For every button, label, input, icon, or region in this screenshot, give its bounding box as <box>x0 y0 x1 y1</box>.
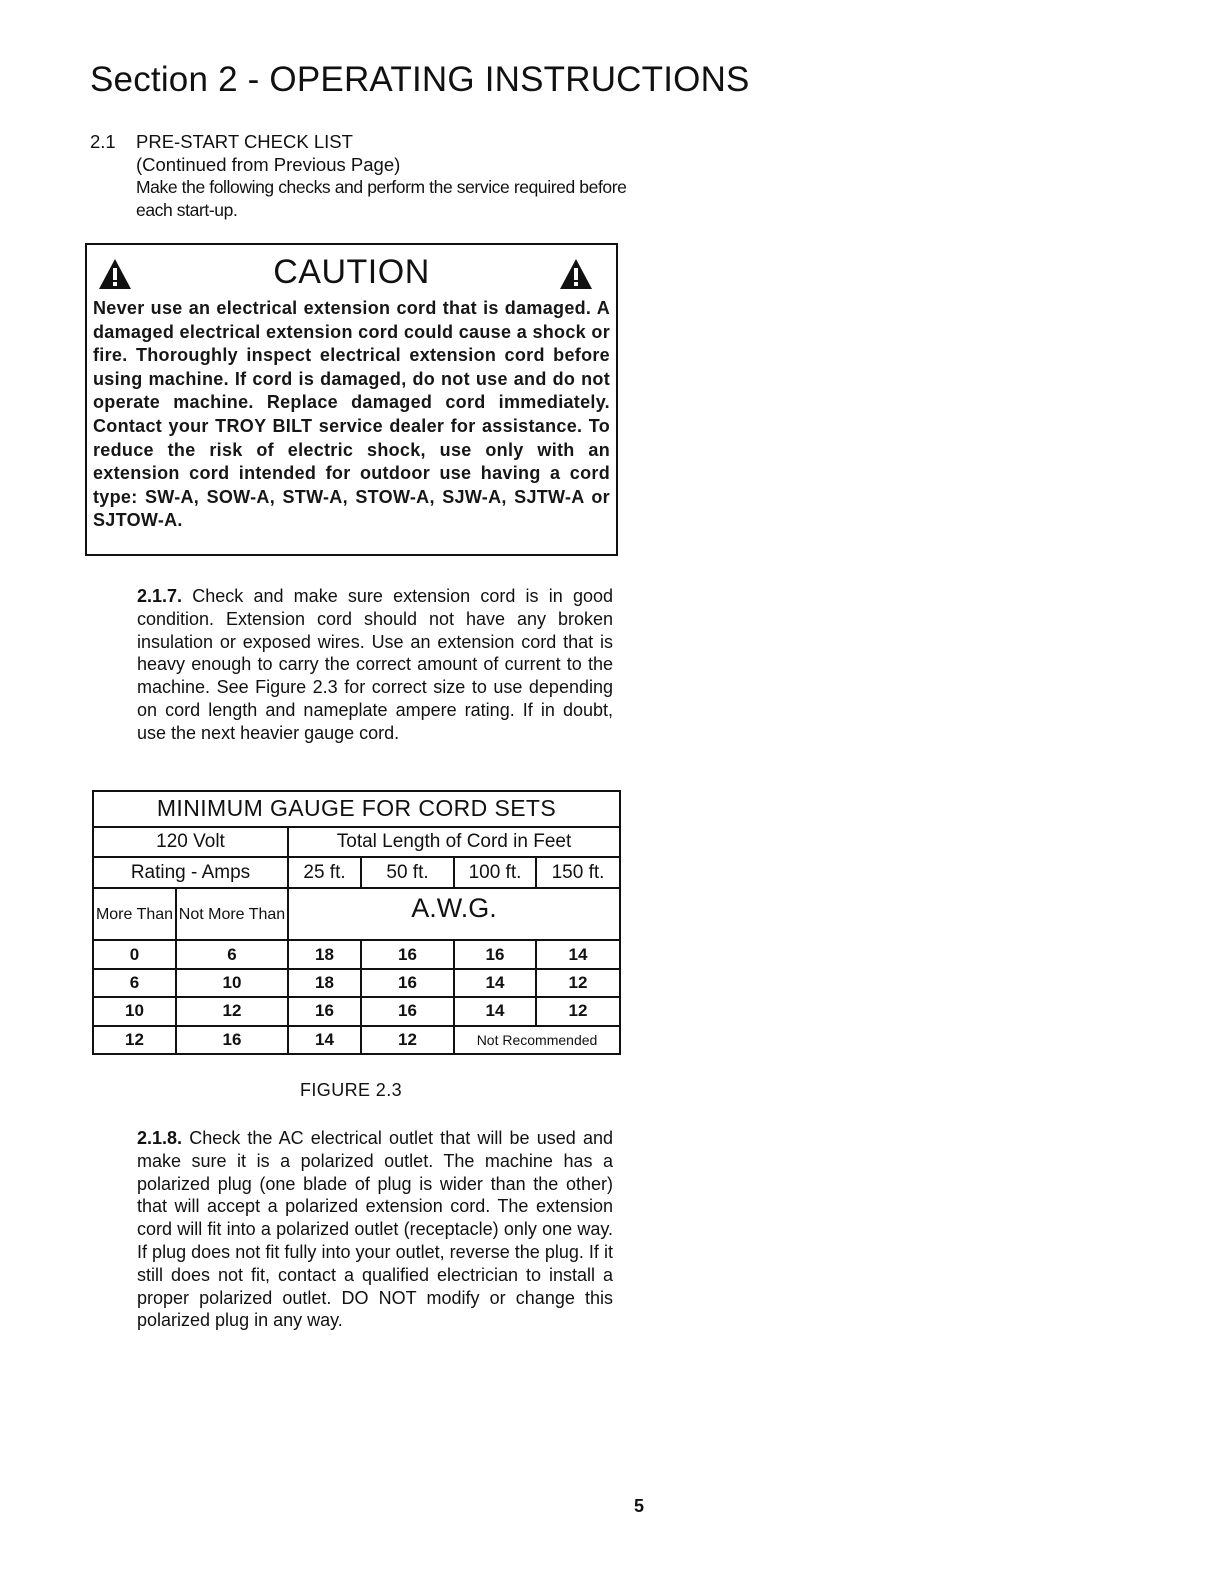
subsection-intro-text: Make the following checks and perform the service required before each start-up. <box>136 177 627 220</box>
section-title: Section 2 - OPERATING INSTRUCTIONS <box>90 60 750 99</box>
table-cell: 14 <box>454 969 536 997</box>
table-cell: 16 <box>361 940 454 968</box>
paragraph-text: Check and make sure extension cord is in good condition. Extension cord should not have any broken insulation or exposed wires. Use an extension cord that is heavy enough to carry the correct amount of current to the machine. See Figure 2.3 for correct size to use depending on cord length and nameplate ampere rating. If in doubt, use the next heavier gauge cord. <box>137 586 613 743</box>
page-number: 5 <box>634 1496 645 1516</box>
gauge-table <box>92 790 621 1055</box>
table-row <box>93 1026 620 1054</box>
warning-triangle-icon <box>558 257 594 291</box>
awg-header: A.W.G. <box>288 888 620 941</box>
caution-text: Never use an electrical extension cord that is damaged. A damaged electrical extension cord could cause a shock or fire. Thoroughly inspect electrical extension cord before using machine. If cord is damaged, do not use and do not operate machine. Replace damaged cord immediately. Contact your TROY BILT service dealer for assistance. To reduce the risk of electric shock, use only with an extension cord intended for outdoor use having a cord type: SW-A, SOW-A, STW-A, STOW-A, SJW-A, SJTW-A or SJTOW-A. <box>93 298 610 531</box>
length-header: Total Length of Cord in Feet <box>288 827 620 858</box>
caution-header <box>93 251 610 297</box>
subsection-subtitle: (Continued from Previous Page) <box>136 154 401 175</box>
caution-box <box>85 243 618 556</box>
volt-header: 120 Volt <box>93 827 288 858</box>
figure-label: FIGURE 2.3 <box>300 1080 403 1100</box>
subsection-intro <box>90 130 650 222</box>
table-cell: 16 <box>288 997 361 1025</box>
table-row <box>93 969 620 997</box>
not-recommended-cell: Not Recommended <box>454 1026 620 1054</box>
length-150: 150 ft. <box>536 857 620 888</box>
subsection-body <box>136 130 650 222</box>
subsection-title: PRE-START CHECK LIST <box>136 131 353 152</box>
table-cell: 18 <box>288 969 361 997</box>
table-cell: 12 <box>361 1026 454 1054</box>
not-more-than-header: Not More Than <box>176 888 288 941</box>
table-title: MINIMUM GAUGE FOR CORD SETS <box>93 791 620 827</box>
table-cell: 12 <box>176 997 288 1025</box>
table-cell: 10 <box>93 997 176 1025</box>
table-cell: 0 <box>93 940 176 968</box>
more-than-header: More Than <box>93 888 176 941</box>
table-cell: 16 <box>361 997 454 1025</box>
paragraph-number: 2.1.8. <box>137 1128 183 1148</box>
table-cell: 14 <box>288 1026 361 1054</box>
table-cell: 14 <box>536 940 620 968</box>
length-100: 100 ft. <box>454 857 536 888</box>
table-cell: 16 <box>454 940 536 968</box>
table-cell: 6 <box>93 969 176 997</box>
table-cell: 16 <box>176 1026 288 1054</box>
table-cell: 10 <box>176 969 288 997</box>
table-cell: 12 <box>93 1026 176 1054</box>
table-cell: 18 <box>288 940 361 968</box>
paragraph-2-1-7 <box>137 585 613 745</box>
table-cell: 12 <box>536 997 620 1025</box>
rating-header: Rating - Amps <box>93 857 288 888</box>
paragraph-number: 2.1.7. <box>137 586 183 606</box>
table-cell: 6 <box>176 940 288 968</box>
paragraph-text: Check the AC electrical outlet that will be used and make sure it is a polarized outlet. The machine has a polarized plug (one blade of plug is wider than the other) that will accept a polarized extension cord. The extension cord will fit into a polarized outlet (receptacle) only one way. If plug does not fit fully into your outlet, reverse the plug. If it still does not fit, contact a qualified electrician to install a proper polarized outlet. DO NOT modify or change this polarized plug in any way. <box>137 1128 613 1331</box>
table-row <box>93 940 620 968</box>
length-25: 25 ft. <box>288 857 361 888</box>
caution-title: CAUTION <box>273 253 430 291</box>
table-cell: 12 <box>536 969 620 997</box>
paragraph-2-1-8 <box>137 1127 613 1332</box>
table-cell: 16 <box>361 969 454 997</box>
length-50: 50 ft. <box>361 857 454 888</box>
table-cell: 14 <box>454 997 536 1025</box>
subsection-number: 2.1 <box>90 131 116 152</box>
table-row <box>93 997 620 1025</box>
